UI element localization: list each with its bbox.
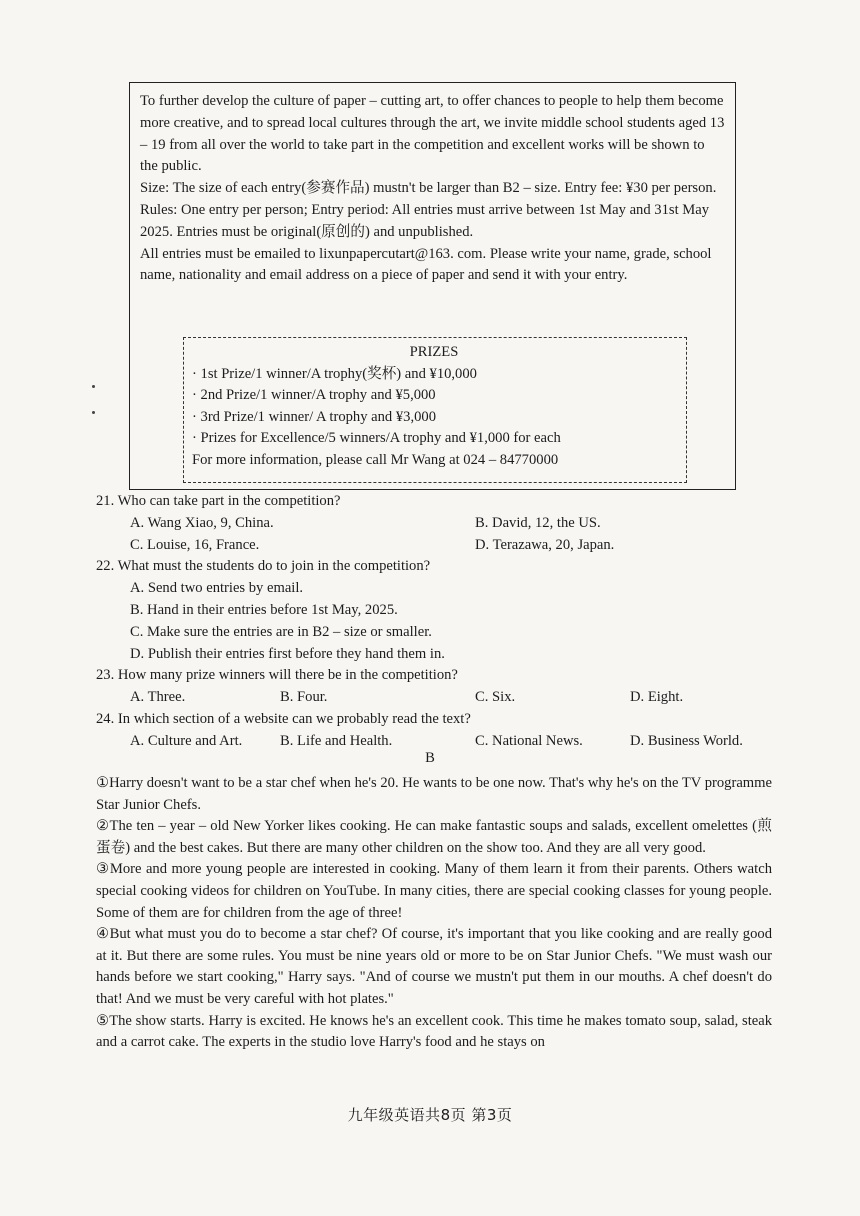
scan-speck [92,411,95,414]
option: B. Life and Health. [280,732,393,749]
question-22 [96,556,776,665]
notice-email: All entries must be emailed to lixunpapercutart@163. com. Please write your name, grade, school name, nationality and email address on a piece of paper and send it with your entry. [140,245,712,284]
paragraph: ④But what must you do to become a star chef? Of course, it's important that you like cooking and are really good at it. But there are some rules. You must be nine years old or more to be on Star Junior Chefs. "We must wash our hands before we start cooking," Harry says. "And of course we mustn't put them in our mouths. A chef doesn't do that! And we must be very careful with hot plates." [96,926,772,1007]
question-stem: 22. What must the students do to join in the competition? [96,558,431,575]
option: D. Eight. [630,689,684,706]
question-24 [96,709,776,753]
prize-item: · 3rd Prize/1 winner/ A trophy and ¥3,000 [192,407,676,429]
prize-item: · Prizes for Excellence/5 winners/A trophy and ¥1,000 for each [192,428,676,450]
option: A. Wang Xiao, 9, China. [130,514,274,531]
prize-item: · 2nd Prize/1 winner/A trophy and ¥5,000 [192,385,676,407]
paragraph: ②The ten – year – old New Yorker likes cooking. He can make fantastic soups and salads, excellent omelettes (煎蛋卷) and the best cakes. But there are many other children on the show too. And they are all very good. [96,818,772,856]
question-options [130,687,776,709]
prizes-contact: For more information, please call Mr Wang at 024 – 84770000 [192,451,559,468]
prizes-title: PRIZES [409,344,459,360]
prizes-box [183,337,687,483]
option: B. Hand in their entries before 1st May, 2025. [130,601,398,618]
notice-intro: To further develop the culture of paper – cutting art, to offer chances to people to help them become more creative, and to spread local cultures through the art, we invite middle school students aged 13 – 19 from all over the world to take part in the competition and excellent works will be shown to the public. [140,93,725,175]
option: D. Terazawa, 20, Japan. [475,536,615,553]
question-stem: 24. In which section of a website can we probably read the text? [96,710,471,727]
option: B. Four. [280,689,328,706]
notice-size: Size: The size of each entry(参赛作品) mustn't be larger than B2 – size. Entry fee: ¥30 per person. [140,180,717,197]
question-21 [96,491,776,556]
question-23 [96,665,776,709]
option: B. David, 12, the US. [475,514,601,531]
page-footer: 九年级英语共8页 第3页 [347,1106,513,1124]
section-letter: B [425,750,435,766]
option: C. Make sure the entries are in B2 – size or smaller. [130,623,432,640]
reading-passage [96,773,772,1054]
paragraph: ⑤The show starts. Harry is excited. He knows he's an excellent cook. This time he makes tomato soup, salad, steak and a carrot cake. The experts in the studio love Harry's food and he stays on [96,1012,772,1051]
scan-speck [92,385,95,388]
option: A. Send two entries by email. [130,580,304,597]
questions [96,491,776,753]
question-stem: 23. How many prize winners will there be in the competition? [96,667,458,684]
option: D. Publish their entries first before they hand them in. [130,645,445,662]
paragraph: ③More and more young people are interested in cooking. Many of them learn it from their parents. Others watch special cooking videos for children on YouTube. In many cities, there are special cooking classes for young people. Some of them are for children from the age of three! [96,861,772,921]
option: A. Three. [130,689,186,706]
option: A. Culture and Art. [130,732,243,749]
question-stem: 21. Who can take part in the competition? [96,493,341,509]
option: C. Six. [475,689,516,706]
option: D. Business World. [630,732,743,749]
paragraph: ①Harry doesn't want to be a star chef when he's 20. He wants to be one now. That's why he's on the TV programme Star Junior Chefs. [96,775,772,813]
prize-item: · 1st Prize/1 winner/A trophy(奖杯) and ¥10,000 [192,364,676,386]
option: C. Louise, 16, France. [130,536,260,553]
notice-box [129,82,736,490]
option: C. National News. [475,732,583,749]
notice-rules: Rules: One entry per person; Entry period: All entries must arrive between 1st May and 31st May 2025. Entries must be original(原创的) and unpublished. [140,201,710,240]
question-options [130,513,776,557]
